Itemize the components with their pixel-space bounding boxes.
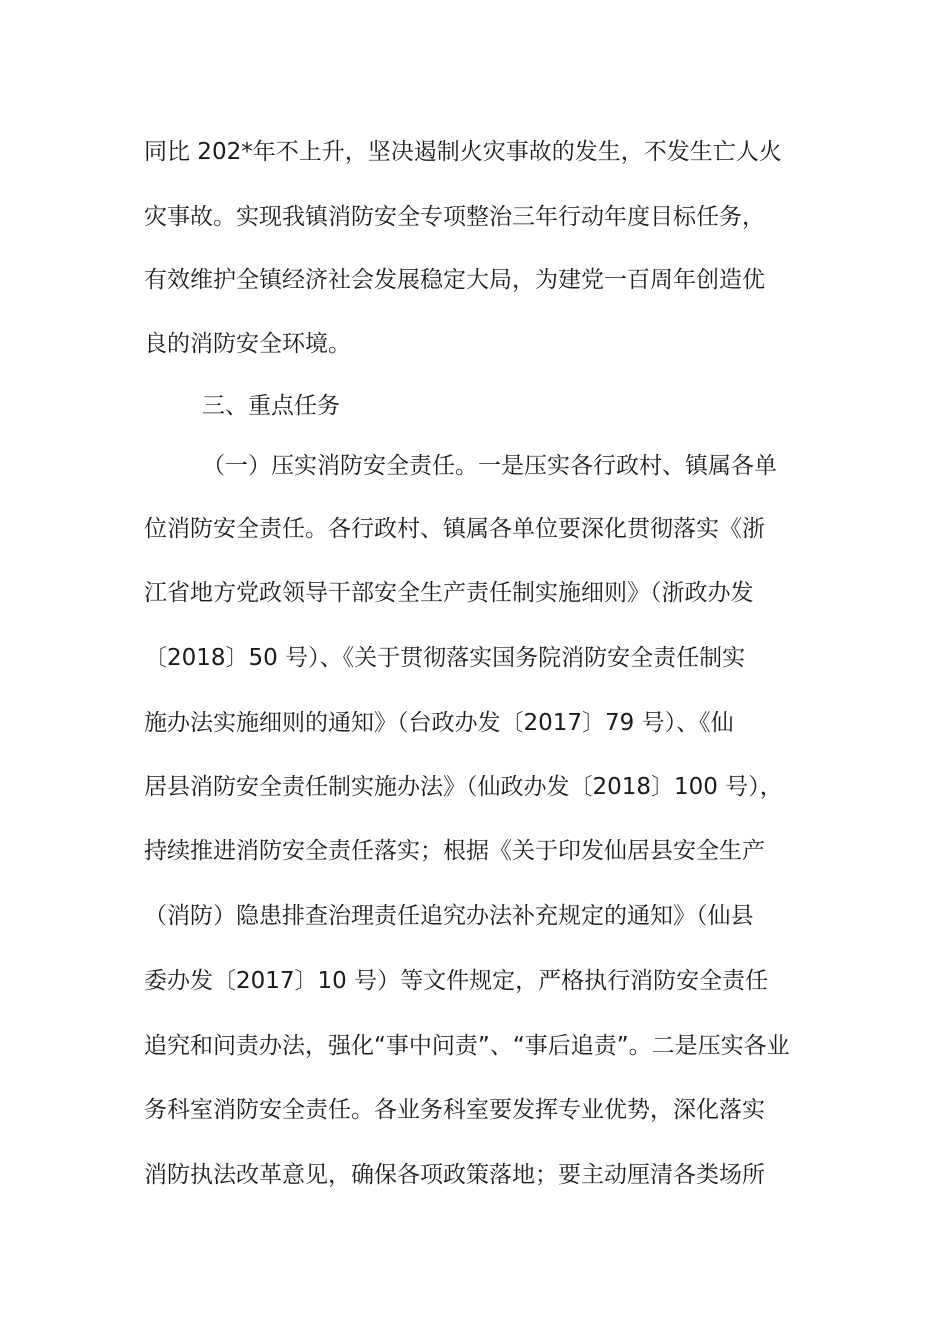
paragraph-line: 江省地方党政领导干部安全生产责任制实施细则》（浙政办发 bbox=[144, 580, 754, 606]
paragraph-line: （消防）隐患排查治理责任追究办法补充规定的通知》（仙县 bbox=[144, 903, 754, 929]
section-heading: 三、重点任务 bbox=[202, 393, 340, 419]
paragraph-line: （一）压实消防安全责任。一是压实各行政村、镇属各单 bbox=[202, 453, 777, 479]
paragraph-line: 同比 202*年不上升，坚决遏制火灾事故的发生，不发生亡人火 bbox=[144, 139, 782, 165]
paragraph-line: 持续推进消防安全责任落实；根据《关于印发仙居县安全生产 bbox=[144, 838, 765, 864]
paragraph-line: 良的消防安全环境。 bbox=[144, 331, 351, 357]
paragraph-line: 务科室消防安全责任。各业务科室要发挥专业优势，深化落实 bbox=[144, 1097, 765, 1123]
paragraph-line: 灾事故。实现我镇消防安全专项整治三年行动年度目标任务， bbox=[144, 204, 765, 230]
paragraph-line: 居县消防安全责任制实施办法》（仙政办发〔2018〕100 号）， bbox=[144, 774, 783, 800]
paragraph-line: 消防执法改革意见，确保各项政策落地；要主动厘清各类场所 bbox=[144, 1162, 765, 1188]
paragraph-line: 〔2018〕50 号）、《关于贯彻落实国务院消防安全责任制实 bbox=[144, 645, 746, 671]
paragraph-line: 施办法实施细则的通知》（台政办发〔2017〕79 号）、《仙 bbox=[144, 710, 734, 736]
paragraph-line: 追究和问责办法，强化“事中问责”、“事后追责”。二是压实各业 bbox=[144, 1033, 790, 1059]
paragraph-line: 位消防安全责任。各行政村、镇属各单位要深化贯彻落实《浙 bbox=[144, 516, 765, 542]
paragraph-line: 有效维护全镇经济社会发展稳定大局，为建党一百周年创造优 bbox=[144, 267, 765, 293]
paragraph-line: 委办发〔2017〕10 号）等文件规定，严格执行消防安全责任 bbox=[144, 968, 769, 994]
